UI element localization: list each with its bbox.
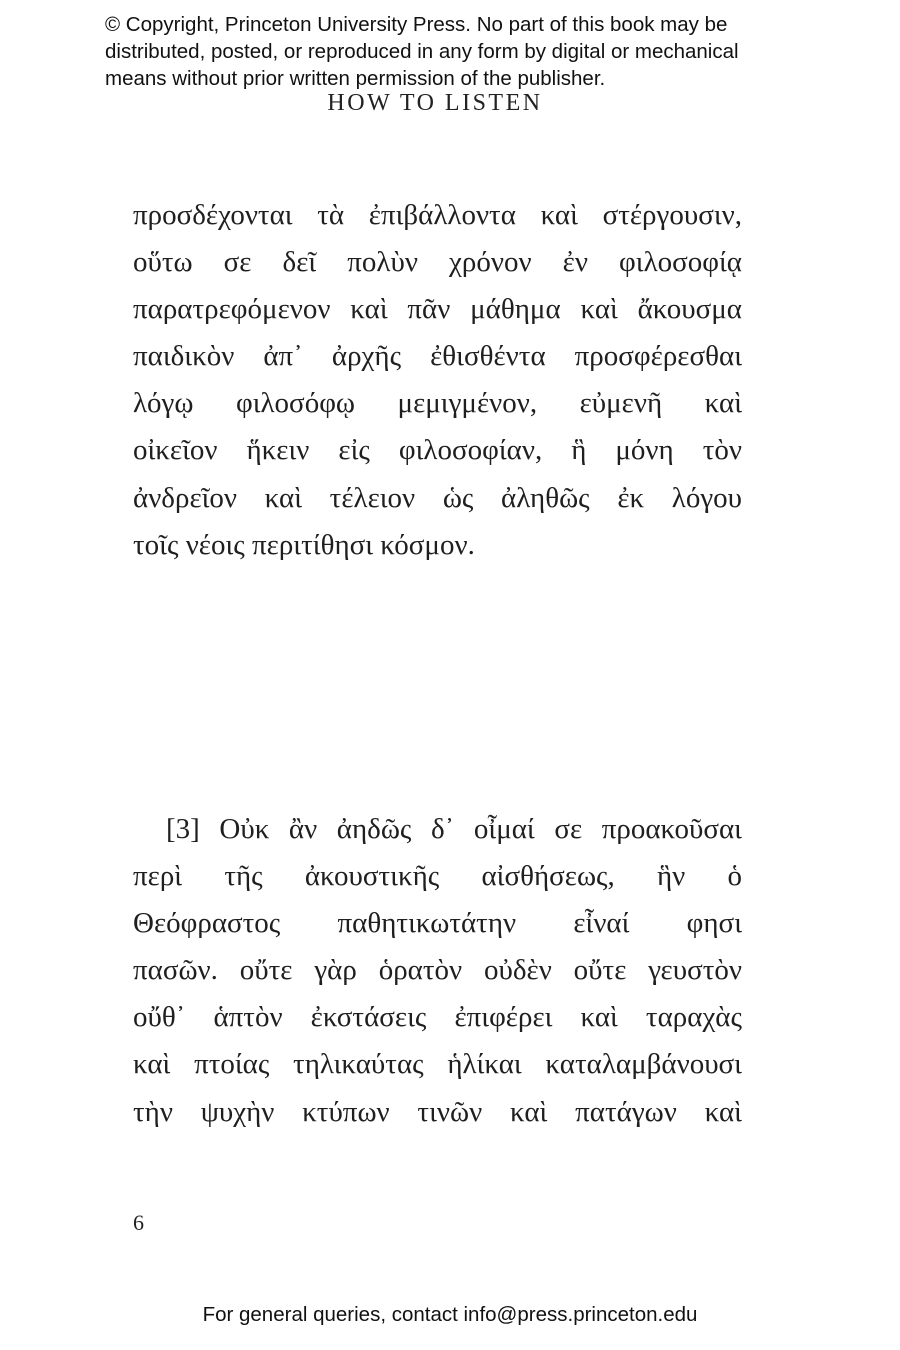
paragraph-1 bbox=[133, 192, 742, 569]
paragraph-2 bbox=[133, 806, 742, 1136]
text-line: παιδικὸν ἀπ᾽ ἀρχῆς ἐθισθέντα προσφέρεσθαι bbox=[133, 340, 742, 373]
text-line: περὶ τῆς ἀκουστικῆς αἰσθήσεως, ἣν ὁ bbox=[133, 860, 742, 893]
page-number: 6 bbox=[133, 1210, 144, 1235]
text-line: οὕτω σε δεῖ πολὺν χρόνον ἐν φιλοσοφίᾳ bbox=[133, 246, 742, 279]
text-line: ἀνδρεῖον καὶ τέλειον ὡς ἀληθῶς ἐκ λόγου bbox=[133, 481, 742, 514]
text-line: Θεόφραστος παθητικωτάτην εἶναί φησι bbox=[133, 907, 742, 940]
text-line: οὔθ᾽ ἁπτὸν ἐκστάσεις ἐπιφέρει καὶ ταραχὰς bbox=[133, 1001, 742, 1034]
footer-contact: For general queries, contact info@press.princeton.edu bbox=[202, 1303, 698, 1326]
text-line: παρατρεφόμενον καὶ πᾶν μάθημα καὶ ἄκουσμα bbox=[133, 293, 742, 326]
text-line: πασῶν. οὔτε γὰρ ὁρατὸν οὐδὲν οὔτε γευστὸν bbox=[133, 954, 742, 987]
copyright-notice bbox=[105, 11, 885, 92]
copyright-line: distributed, posted, or reproduced in any form by digital or mechanical bbox=[105, 40, 739, 63]
running-head: HOW TO LISTEN bbox=[327, 90, 543, 116]
text-line: λόγῳ φιλοσόφῳ μεμιγμένον, εὐμενῆ καὶ bbox=[133, 387, 742, 420]
text-line: προσδέχονται τὰ ἐπιβάλλοντα καὶ στέργουσιν, bbox=[133, 199, 742, 231]
text-line: τοῖς νέοις περιτίθησι κόσμον. bbox=[133, 528, 475, 561]
text-line: [3] Οὐκ ἂν ἀηδῶς δ᾽ οἶμαί σε προακοῦσαι bbox=[166, 813, 742, 845]
copyright-line: © Copyright, Princeton University Press. No part of this book may be bbox=[105, 13, 728, 36]
copyright-line: means without prior written permission of the publisher. bbox=[105, 67, 606, 90]
text-line: οἰκεῖον ἥκειν εἰς φιλοσοφίαν, ἣ μόνη τὸν bbox=[133, 434, 742, 467]
text-line: καὶ πτοίας τηλικαύτας ἡλίκαι καταλαμβάνουσι bbox=[133, 1048, 742, 1081]
text-line: τὴν ψυχὴν κτύπων τινῶν καὶ πατάγων καὶ bbox=[133, 1095, 742, 1128]
